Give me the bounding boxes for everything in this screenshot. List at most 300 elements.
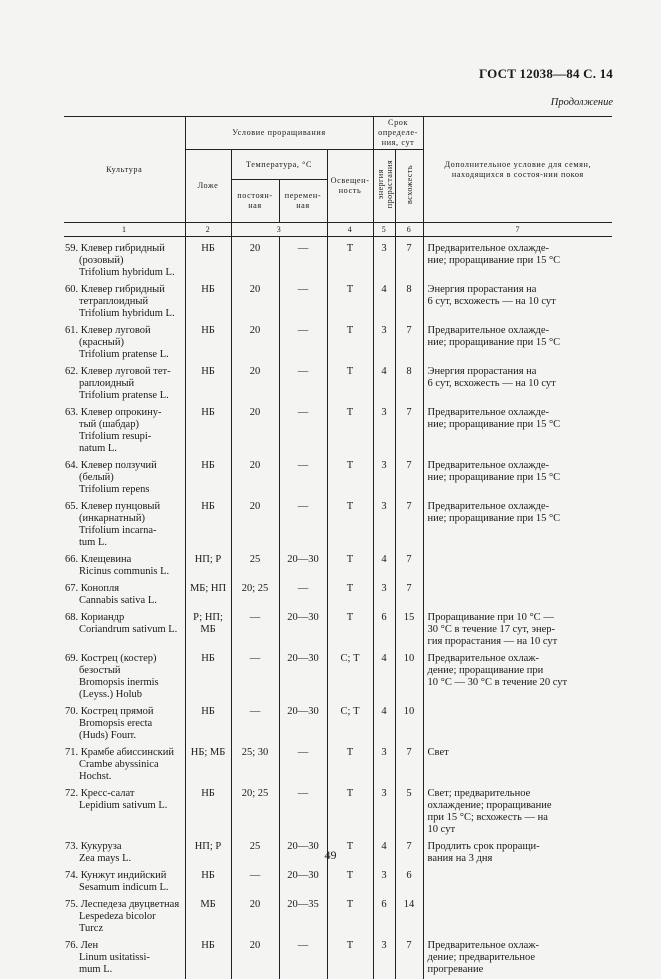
culture-name-text: 65. Клевер пунцовый (инкарнатный) Trifolium incarna- tum L. [65,501,161,548]
culture-name-text: 72. Кресс-салат Lepidium sativum L. [65,788,168,811]
cell-temp-constant [231,405,279,458]
cell-culture-name [64,282,185,323]
temp-constant-text: 20 [249,284,261,295]
cell-temp-constant [231,745,279,786]
cell-culture-name [64,868,185,897]
bed-type-text: НБ [201,653,215,664]
bed-type-text: МБ [200,899,216,910]
cell-germination-days [395,552,423,581]
cell-illumination [327,610,373,651]
illumination-text: Т [346,366,354,377]
table-row [64,581,612,610]
cell-bed-type [185,704,231,745]
temp-variable-text: — [297,284,309,295]
cell-energy-days [373,897,395,938]
extra-condition-text: Продлить срок проращи- вания на 3 дня [427,841,540,864]
cell-temp-constant [231,282,279,323]
cell-illumination [327,552,373,581]
culture-name-text: 69. Кострец (костер) безостый Bromopsis inermis (Leyss.) Holub [65,653,159,700]
colnum-1: 1 [64,223,185,237]
cell-culture-name [64,745,185,786]
germination-days-text: 7 [406,243,412,254]
cell-germination-days [395,282,423,323]
cell-culture-name [64,458,185,499]
cell-extra-condition [423,499,612,552]
colnum-5: 5 [373,223,395,237]
temp-variable-text: — [297,583,309,594]
temp-variable-text: — [297,460,309,471]
cell-culture-name [64,552,185,581]
germination-days-text: 7 [406,501,412,512]
temp-variable-text: 20—30 [287,653,319,664]
energy-days-text: 4 [381,653,387,664]
cell-extra-condition [423,364,612,405]
temp-constant-text: 25 [249,554,261,565]
energy-days-text: 4 [381,706,387,717]
cell-temp-variable [279,704,327,745]
cell-energy-days [373,938,395,979]
cell-culture-name [64,581,185,610]
germination-days-text: 7 [406,554,412,565]
cell-germination-days [395,897,423,938]
cell-culture-name [64,364,185,405]
illumination-text: Т [346,940,354,951]
cell-temp-variable [279,499,327,552]
illumination-text: Т [346,788,354,799]
temp-variable-text: — [297,501,309,512]
energy-days-text: 4 [381,554,387,565]
cell-germination-days [395,499,423,552]
cell-illumination [327,405,373,458]
bed-type-text: НБ [201,460,215,471]
table-row [64,938,612,979]
cell-germination-days [395,323,423,364]
culture-name-text: 66. Клещевина Ricinus communis L. [65,554,170,577]
extra-condition-text: Предварительное охлажде- ние; проращивание при 15 °С [427,325,561,348]
energy-days-text: 3 [381,243,387,254]
cell-temp-constant [231,323,279,364]
bed-type-text: МБ; НП [189,583,227,594]
cell-culture-name [64,499,185,552]
cell-germination-days [395,581,423,610]
header-energy: энергия прорастания [375,160,394,209]
temp-constant-text: 20 [249,899,261,910]
header-illumination: Освещен- ность [327,150,373,223]
cell-temp-constant [231,458,279,499]
table-row [64,745,612,786]
extra-condition-text: Предварительное охлажде- ние; проращивание при 15 °С [427,501,561,524]
energy-days-text: 4 [381,284,387,295]
cell-bed-type [185,868,231,897]
extra-condition-text: Энергия прорастания на 6 сут, всхожесть — на 10 сут [427,284,556,307]
cell-temp-constant [231,499,279,552]
illumination-text: Т [346,583,354,594]
cell-energy-days [373,405,395,458]
cell-temp-constant [231,704,279,745]
cell-bed-type [185,552,231,581]
cell-energy-days [373,364,395,405]
cell-extra-condition [423,282,612,323]
illumination-text: Т [346,243,354,254]
cell-germination-days [395,237,423,283]
cell-illumination [327,704,373,745]
cell-temp-constant [231,364,279,405]
cell-energy-days [373,323,395,364]
culture-name-text: 61. Клевер луговой (красный) Trifolium pratense L. [65,325,169,360]
table-row [64,405,612,458]
cell-culture-name [64,651,185,704]
cell-bed-type [185,405,231,458]
temp-variable-text: — [297,407,309,418]
cell-germination-days [395,786,423,839]
temp-constant-text: — [249,612,261,623]
header-bed: Ложе [185,150,231,223]
energy-days-text: 3 [381,407,387,418]
energy-days-text: 6 [381,612,387,623]
temp-variable-text: 20—30 [287,612,319,623]
cell-culture-name [64,405,185,458]
germination-days-text: 7 [406,841,412,852]
cell-germination-days [395,458,423,499]
temp-constant-text: 20; 25 [241,788,269,799]
illumination-text: Т [346,501,354,512]
cell-energy-days [373,786,395,839]
extra-condition-text: Предварительное охлажде- ние; проращивание при 15 °С [427,407,561,430]
temp-variable-text: — [297,325,309,336]
cell-culture-name [64,704,185,745]
cell-culture-name [64,237,185,283]
cell-illumination [327,651,373,704]
temp-variable-text: 20—30 [287,841,319,852]
illumination-text: Т [346,554,354,565]
temp-constant-text: 20 [249,501,261,512]
cell-illumination [327,499,373,552]
culture-name-text: 60. Клевер гибридный тетраплоидный Trifolium hybridum L. [65,284,175,319]
cell-temp-constant [231,897,279,938]
cell-extra-condition [423,897,612,938]
culture-name-text: 59. Клевер гибридный (розовый) Trifolium hybridum L. [65,243,175,278]
temp-constant-text: 25 [249,841,261,852]
cell-energy-days [373,499,395,552]
cell-extra-condition [423,704,612,745]
cell-extra-condition [423,786,612,839]
colnum-3: 3 [231,223,327,237]
cell-illumination [327,786,373,839]
header-extra: Дополнительное условие для семян, находящихся в состоя-нии покоя [423,117,612,223]
cell-temp-constant [231,651,279,704]
illumination-text: Т [346,612,354,623]
germination-days-text: 10 [403,653,415,664]
cell-bed-type [185,786,231,839]
cell-temp-variable [279,552,327,581]
cell-temp-variable [279,786,327,839]
cell-germination-days [395,364,423,405]
cell-extra-condition [423,323,612,364]
temp-variable-text: — [297,243,309,254]
colnum-4: 4 [327,223,373,237]
temp-constant-text: — [249,870,261,881]
extra-condition-text: Свет; предварительное охлаждение; проращивание при 15 °С; всхожесть — на 10 сут [427,788,552,835]
cell-temp-constant [231,938,279,979]
temp-variable-text: 20—30 [287,706,319,717]
cell-temp-variable [279,938,327,979]
cell-temp-variable [279,581,327,610]
temp-constant-text: 20 [249,940,261,951]
cell-temp-constant [231,552,279,581]
cell-energy-days [373,237,395,283]
cell-bed-type [185,938,231,979]
table-row [64,323,612,364]
cell-bed-type [185,237,231,283]
temp-constant-text: 20 [249,407,261,418]
energy-days-text: 3 [381,501,387,512]
cell-energy-days [373,868,395,897]
cell-germination-days [395,704,423,745]
germination-days-text: 8 [406,284,412,295]
cell-culture-name [64,323,185,364]
bed-type-text: НП; Р [194,554,222,565]
cell-culture-name [64,938,185,979]
bed-type-text: НП; Р [194,841,222,852]
germination-days-text: 7 [406,940,412,951]
extra-condition-text: Предварительное охлажде- ние; проращивание при 15 °С [427,243,561,266]
cell-culture-name [64,897,185,938]
cell-energy-days [373,581,395,610]
table-row [64,786,612,839]
table-row [64,364,612,405]
cell-extra-condition [423,868,612,897]
illumination-text: Т [346,460,354,471]
cell-temp-variable [279,364,327,405]
energy-days-text: 3 [381,583,387,594]
energy-days-text: 4 [381,841,387,852]
cell-temp-constant [231,237,279,283]
cell-illumination [327,581,373,610]
bed-type-text: НБ [201,407,215,418]
culture-name-text: 64. Клевер ползучий (белый) Trifolium repens [65,460,157,495]
cell-temp-variable [279,282,327,323]
cell-illumination [327,323,373,364]
germination-days-text: 7 [406,747,412,758]
bed-type-text: НБ [201,243,215,254]
temp-variable-text: — [297,747,309,758]
colnum-7: 7 [423,223,612,237]
cell-germination-days [395,405,423,458]
cell-energy-days [373,610,395,651]
header-culture: Культура [64,117,185,223]
germination-days-text: 8 [406,366,412,377]
table-row [64,897,612,938]
cell-extra-condition [423,938,612,979]
illumination-text: Т [346,325,354,336]
cell-extra-condition [423,405,612,458]
cell-extra-condition [423,745,612,786]
temp-constant-text: 20 [249,325,261,336]
culture-name-text: 68. Кориандр Coriandrum sativum L. [65,612,178,635]
cell-extra-condition [423,581,612,610]
header-germination: всхожесть [404,165,414,204]
cell-temp-constant [231,610,279,651]
cell-illumination [327,938,373,979]
cell-bed-type [185,364,231,405]
bed-type-text: НБ [201,870,215,881]
illumination-text: Т [346,747,354,758]
standard-header: ГОСТ 12038—84 С. 14 [479,66,613,81]
illumination-text: Т [346,841,354,852]
header-variable: перемен- ная [279,180,327,223]
cell-bed-type [185,745,231,786]
bed-type-text: НБ; МБ [190,747,226,758]
temp-constant-text: 25; 30 [241,747,269,758]
cell-bed-type [185,610,231,651]
temp-variable-text: — [297,788,309,799]
culture-name-text: 76. Лен Linum usitatissi- mum L. [65,940,150,975]
illumination-text: С; Т [340,653,360,664]
cell-extra-condition [423,610,612,651]
cell-energy-days [373,552,395,581]
temp-constant-text: — [249,706,261,717]
cell-bed-type [185,323,231,364]
energy-days-text: 4 [381,366,387,377]
temp-variable-text: 20—35 [287,899,319,910]
temp-variable-text: 20—30 [287,870,319,881]
cell-culture-name [64,610,185,651]
cell-illumination [327,868,373,897]
bed-type-text: Р; НП; МБ [193,612,223,635]
temp-variable-text: 20—30 [287,554,319,565]
cell-energy-days [373,745,395,786]
illumination-text: С; Т [340,706,360,717]
table-row [64,868,612,897]
cell-bed-type [185,581,231,610]
illumination-text: Т [346,870,354,881]
culture-name-text: 62. Клевер луговой тет- раплоидный Trifolium pratense L. [65,366,171,401]
germination-days-text: 7 [406,583,412,594]
bed-type-text: НБ [201,788,215,799]
header-conditions: Условие проращивания [185,117,373,150]
temp-variable-text: — [297,366,309,377]
energy-days-text: 3 [381,940,387,951]
temp-constant-text: 20; 25 [241,583,269,594]
cell-temp-variable [279,897,327,938]
temp-constant-text: — [249,653,261,664]
cell-temp-constant [231,786,279,839]
culture-name-text: 67. Конопля Cannabis sativa L. [65,583,157,606]
illumination-text: Т [346,284,354,295]
page-number: 49 [324,848,337,862]
culture-name-text: 75. Леспедеза двуцветная Lespedeza bicolor Turcz [65,899,180,934]
extra-condition-text: Предварительное охлаж- дение; предварительное прогревание [427,940,540,975]
cell-energy-days [373,704,395,745]
cell-temp-constant [231,868,279,897]
cell-bed-type [185,651,231,704]
cell-culture-name [64,786,185,839]
cell-bed-type [185,458,231,499]
culture-name-text: 70. Кострец прямой Bromopsis erecta (Huds) Fourr. [65,706,154,741]
table-row [64,552,612,581]
cell-temp-variable [279,868,327,897]
germination-days-text: 7 [406,460,412,471]
energy-days-text: 6 [381,899,387,910]
bed-type-text: НБ [201,366,215,377]
cell-energy-days [373,458,395,499]
cell-germination-days [395,651,423,704]
cell-bed-type [185,282,231,323]
header-term: Срок определе- ния, сут [373,117,423,150]
cell-illumination [327,282,373,323]
cell-illumination [327,745,373,786]
temp-constant-text: 20 [249,366,261,377]
bed-type-text: НБ [201,706,215,717]
cell-energy-days [373,651,395,704]
germination-days-text: 6 [406,870,412,881]
culture-name-text: 71. Крамбе абиссинский Crambe abyssinica Hochst. [65,747,174,782]
cell-temp-variable [279,458,327,499]
culture-name-text: 73. Кукуруза Zea mays L. [65,841,132,864]
culture-name-text: 63. Клевер опрокину- тый (шабдар) Trifolium resupi- natum L. [65,407,162,454]
germination-days-text: 14 [403,899,415,910]
cell-illumination [327,364,373,405]
table-row [64,651,612,704]
energy-days-text: 3 [381,870,387,881]
cell-germination-days [395,868,423,897]
culture-name-text: 74. Кунжут индийский Sesamum indicum L. [65,870,169,893]
header-constant: постоян- ная [231,180,279,223]
illumination-text: Т [346,407,354,418]
cell-extra-condition [423,651,612,704]
extra-condition-text: Предварительное охлажде- ние; проращивание при 15 °С [427,460,561,483]
germination-days-text: 5 [406,788,412,799]
table-row [64,458,612,499]
germination-days-text: 15 [403,612,415,623]
cell-bed-type [185,499,231,552]
temp-constant-text: 20 [249,243,261,254]
cell-temp-variable [279,237,327,283]
colnum-6: 6 [395,223,423,237]
cell-germination-days [395,745,423,786]
cell-illumination [327,458,373,499]
temp-variable-text: — [297,940,309,951]
illumination-text: Т [346,899,354,910]
temp-constant-text: 20 [249,460,261,471]
bed-type-text: НБ [201,940,215,951]
cell-germination-days [395,938,423,979]
continuation-label: Продолжение [550,97,613,108]
cell-germination-days [395,610,423,651]
germination-days-text: 7 [406,325,412,336]
cell-extra-condition [423,552,612,581]
cell-temp-variable [279,610,327,651]
extra-condition-text: Свет [427,747,449,758]
table-row [64,282,612,323]
extra-condition-text: Проращивание при 10 °С — 30 °С в течение 17 сут, энер- гия прорастания — на 10 сут [427,612,558,647]
cell-temp-variable [279,745,327,786]
cell-bed-type [185,897,231,938]
germination-days-text: 10 [403,706,415,717]
cell-energy-days [373,282,395,323]
colnum-2: 2 [185,223,231,237]
bed-type-text: НБ [201,284,215,295]
extra-condition-text: Энергия прорастания на 6 сут, всхожесть — на 10 сут [427,366,556,389]
cell-temp-variable [279,651,327,704]
germination-days-text: 7 [406,407,412,418]
bed-type-text: НБ [201,325,215,336]
cell-extra-condition [423,458,612,499]
table-row [64,610,612,651]
energy-days-text: 3 [381,460,387,471]
header-temperature: Температура, °С [231,150,327,180]
cell-illumination [327,237,373,283]
